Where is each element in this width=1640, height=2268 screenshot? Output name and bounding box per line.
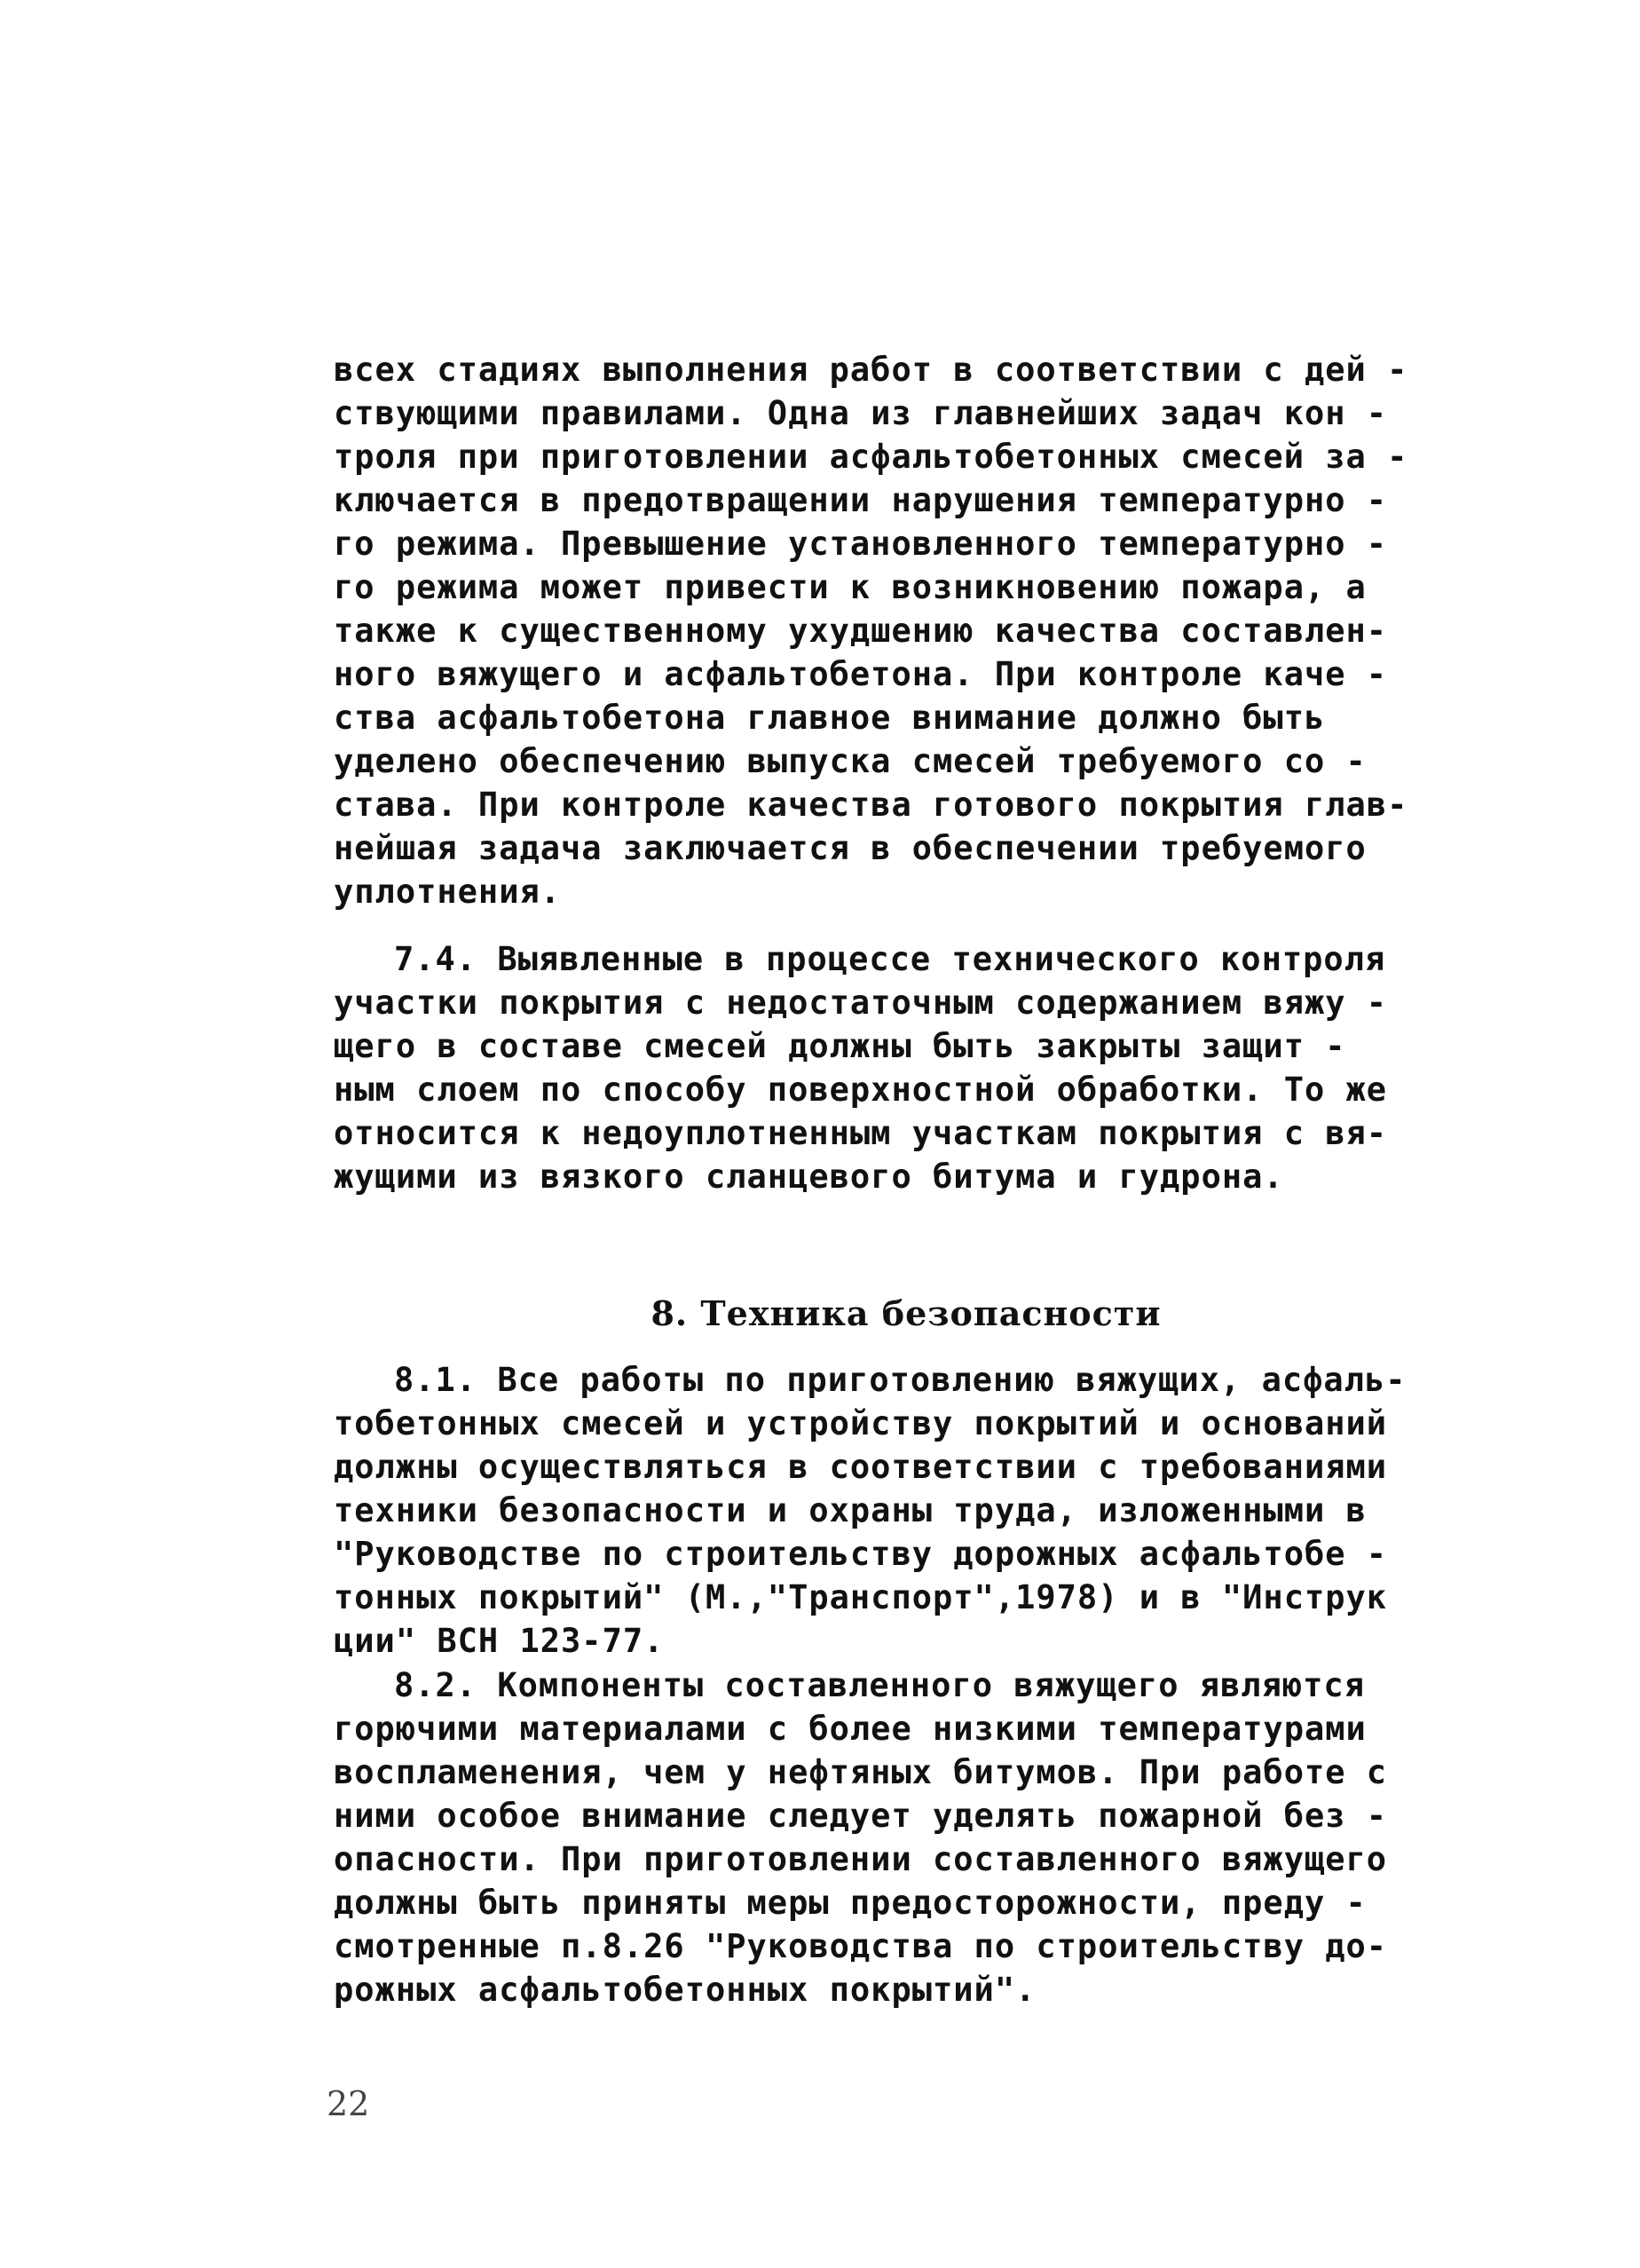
section-8-heading: 8. Техника безопасности	[650, 1293, 1162, 1333]
text-line: ствующими правилами. Одна из главнейших задач кон -	[334, 394, 1388, 432]
text-line: ними особое внимание следует уделять пожарной без -	[334, 1797, 1388, 1835]
text-line: "Руководстве по строительству дорожных асфальтобе -	[334, 1535, 1388, 1573]
text-line: троля при приготовлении асфальтобетонных смесей за -	[334, 438, 1408, 476]
text-line: ства асфальтобетона главное внимание должно быть	[334, 699, 1326, 737]
paragraph-7-4	[334, 937, 1478, 1198]
text-line: смотренные п.8.26 "Руководства по строительству до-	[334, 1927, 1388, 1965]
text-line: 8.1. Все работы по приготовлению вяжущих, асфаль-	[394, 1361, 1407, 1399]
text-line: также к существенному ухудшению качества составлен-	[334, 612, 1388, 650]
text-line: ным слоем по способу поверхностной обработки. То же	[334, 1071, 1388, 1109]
text-line: тонных покрытий" (М.,"Транспорт",1978) и в "Инструк	[334, 1578, 1388, 1616]
text-line: горючими материалами с более низкими температурами	[334, 1710, 1367, 1748]
text-line: должны быть приняты меры предосторожности, преду -	[334, 1884, 1367, 1922]
text-line: относится к недоуплотненным участкам покрытия с вя-	[334, 1114, 1388, 1152]
text-line: го режима может привести к возникновению пожара, а	[334, 568, 1367, 606]
section-7-continuation	[334, 348, 1478, 913]
text-line: всех стадиях выполнения работ в соответствии с дей -	[334, 351, 1408, 389]
page-number: 22	[327, 2084, 370, 2123]
text-line: ции" ВСН 123-77.	[334, 1622, 665, 1660]
text-line: щего в составе смесей должны быть закрыты защит -	[334, 1027, 1346, 1065]
text-line: опасности. При приготовлении составленного вяжущего	[334, 1840, 1388, 1878]
text-line: рожных асфальтобетонных покрытий".	[334, 1971, 1037, 2009]
text-line: участки покрытия с недостаточным содержанием вяжу -	[334, 984, 1388, 1022]
text-line: го режима. Превышение установленного температурно -	[334, 525, 1388, 563]
text-line: уплотнения.	[334, 873, 562, 911]
text-line: тобетонных смесей и устройству покрытий и оснований	[334, 1404, 1388, 1442]
text-line: уделено обеспечению выпуска смесей требуемого со -	[334, 742, 1367, 780]
text-line: ного вяжущего и асфальтобетона. При контроле каче -	[334, 655, 1388, 693]
paragraph-8-1	[334, 1358, 1478, 1663]
text-line: нейшая задача заключается в обеспечении требуемого	[334, 829, 1367, 867]
paragraph-8-2	[334, 1663, 1478, 2011]
text-line: 7.4. Выявленные в процессе технического контроля	[394, 940, 1386, 978]
text-line: воспламенения, чем у нефтяных битумов. При работе с	[334, 1753, 1388, 1791]
text-line: става. При контроле качества готового покрытия глав-	[334, 786, 1408, 824]
text-line: жущими из вязкого сланцевого битума и гудрона.	[334, 1158, 1284, 1196]
text-line: 8.2. Компоненты составленного вяжущего являются	[394, 1666, 1365, 1704]
text-line: должны осуществляться в соответствии с требованиями	[334, 1448, 1388, 1486]
text-line: ключается в предотвращении нарушения температурно -	[334, 481, 1388, 519]
text-line: техники безопасности и охраны труда, изложенными в	[334, 1491, 1367, 1529]
